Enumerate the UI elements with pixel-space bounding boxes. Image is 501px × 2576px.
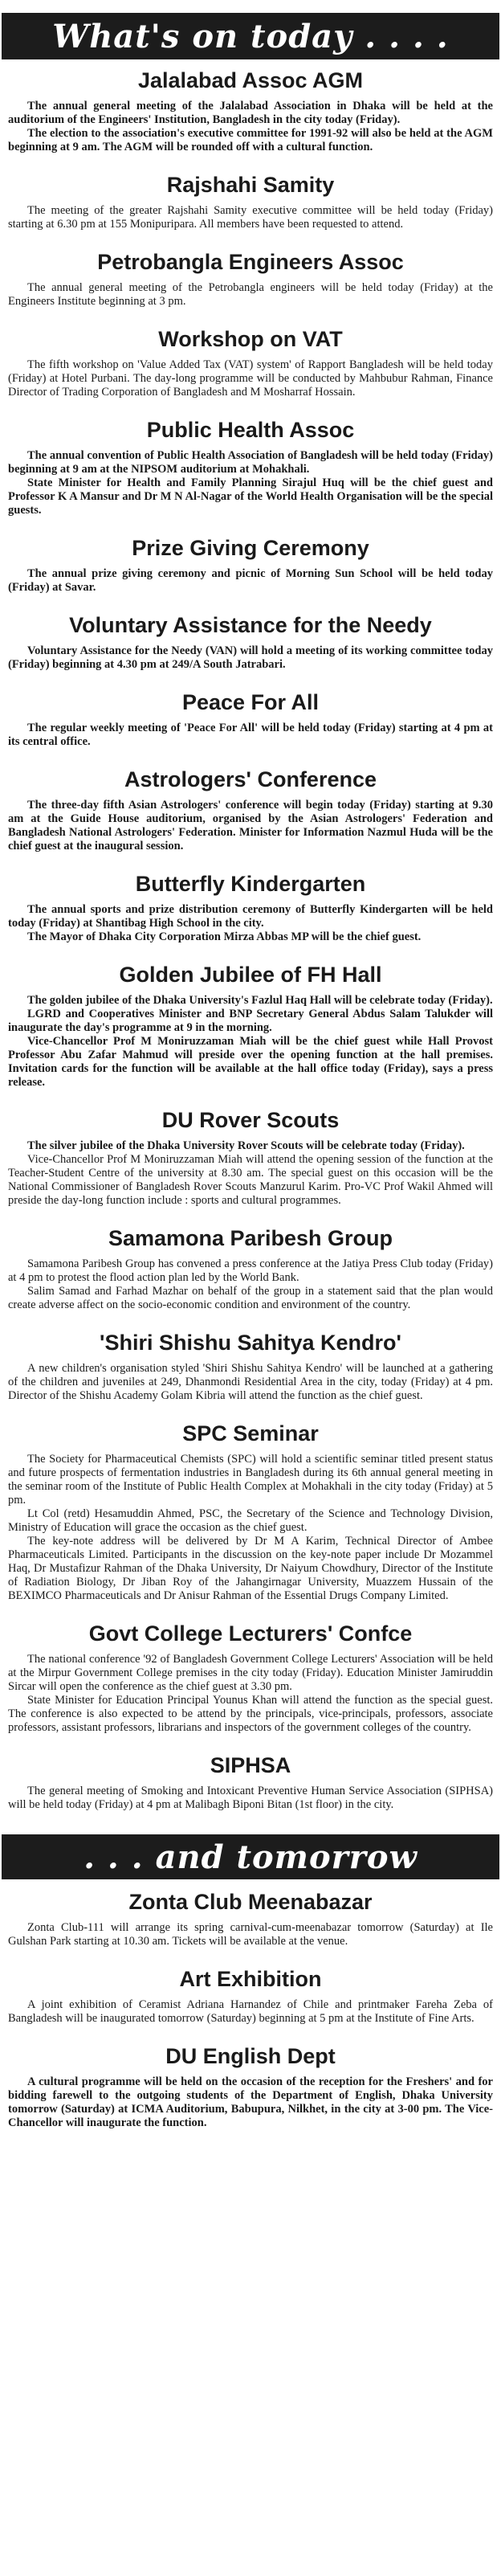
listing-paragraph: Vice-Chancellor Prof M Moniruzzaman Miah will be the chief guest while Hall Provost Professor Abu Zafar Mahmud will preside over the opening function at the hall premises. Invitation cards for the function will be available at the hall office today (Friday), says a press release. <box>8 1035 493 1089</box>
listing-astrologers-conference <box>8 767 493 871</box>
listing-title: Art Exhibition <box>179 1967 322 1991</box>
listing-paragraph: The golden jubilee of the Dhaka University's Fazlul Haq Hall will be celebrate today (Friday). <box>27 994 493 1007</box>
listing-paragraph: The Mayor of Dhaka City Corporation Mirza Abbas MP will be the chief guest. <box>27 930 422 943</box>
listing-paragraph: Samamona Paribesh Group has convened a press conference at the Jatiya Press Club today (Friday) at 4 pm to protest the flood action plan led by the World Bank. <box>8 1257 493 1284</box>
listing-samamona-paribesh-group <box>8 1225 493 1330</box>
listing-title: SPC Seminar <box>182 1421 319 1445</box>
listing-paragraph: The annual general meeting of the Petrobangla engineers will be held today (Friday) at the Engineers Institute beginning at 3 pm. <box>8 281 493 308</box>
and-tomorrow-heading: . . . and tomorrow <box>84 1838 418 1876</box>
listing-title: Voluntary Assistance for the Needy <box>69 613 432 637</box>
listing-title: Butterfly Kindergarten <box>135 872 366 896</box>
listing-prize-giving-ceremony <box>8 535 493 612</box>
and-tomorrow-banner <box>3 1836 498 1878</box>
listing-petrobangla-engineers <box>8 249 493 326</box>
listing-paragraph: The annual general meeting of the Jalalabad Association in Dhaka will be held at the auditorium of the Engineers' Institution, Bangladesh in the city today (Friday). <box>8 100 493 126</box>
listing-paragraph: The Society for Pharmaceutical Chemists (SPC) will hold a scientific seminar titled present status and future prospects of fermentation industries in Bangladesh during its 6th annual general meeting in the seminar room of the Institute of Public Health Complex at Mohakhali in the city today (Friday) at 5 pm. <box>8 1453 493 1507</box>
listing-paragraph: The silver jubilee of the Dhaka University Rover Scouts will be celebrate today (Friday). <box>27 1139 465 1152</box>
listing-voluntary-assistance <box>8 612 493 689</box>
listing-title: Astrologers' Conference <box>124 767 377 791</box>
listing-title: SIPHSA <box>210 1753 291 1777</box>
listing-title: Zonta Club Meenabazar <box>128 1890 373 1914</box>
listing-peace-for-all <box>8 689 493 767</box>
listing-paragraph: The annual sports and prize distribution ceremony of Butterfly Kindergarten will be held today (Friday) at Shantibag High School in the city. <box>8 903 493 930</box>
listing-workshop-on-vat <box>8 326 493 417</box>
listing-paragraph: A cultural programme will be held on the occasion of the reception for the Freshers' and for bidding farewell to the outgoing students of the Department of English, Dhaka University tomorrow (Saturday) at ICMA Auditorium, Babupura, Nilkhet, in the city at 3-00 pm. The Vice-Chancellor will inaugurate the function. <box>8 2075 493 2129</box>
listing-rajshahi-samity <box>8 172 493 249</box>
listing-du-english-dept <box>8 2043 493 2148</box>
listing-paragraph: The general meeting of Smoking and Intoxicant Preventive Human Service Association (SIPHSA) will be held today (Friday) at 4 pm at Malibagh Biponi Bitan (1st floor) in the city. <box>8 1785 493 1811</box>
listing-title: Golden Jubilee of FH Hall <box>119 963 382 987</box>
listing-title: DU English Dept <box>165 2044 336 2068</box>
listing-paragraph: State Minister for Health and Family Planning Sirajul Huq will be the chief guest and Professor K A Mansur and Dr M N Al-Nagar of the World Health Organisation will be the special guests. <box>8 476 493 517</box>
listing-paragraph: Voluntary Assistance for the Needy (VAN) will hold a meeting of its working committee today (Friday) beginning at 4.30 pm at 249/A South Jatrabari. <box>8 644 493 671</box>
listing-zonta-club-meenabazar <box>8 1889 493 1966</box>
listing-paragraph: The national conference '92 of Bangladesh Government College Lecturers' Association will be held at the Mirpur Government College premises in the city today (Friday). Education Minister Jamiruddin Sircar will open the conference as the chief guest at 3.30 pm. <box>8 1653 493 1693</box>
listing-title: Petrobangla Engineers Assoc <box>97 250 404 274</box>
listing-shiri-shishu-sahitya-kendro <box>8 1330 493 1421</box>
listing-butterfly-kindergarten <box>8 871 493 962</box>
listing-public-health-assoc <box>8 417 493 535</box>
listing-jalalabad-assoc-agm <box>8 67 493 172</box>
listing-title: Jalalabad Assoc AGM <box>137 68 364 92</box>
listing-govt-college-lecturers-confce <box>8 1621 493 1752</box>
listing-paragraph: State Minister for Education Principal Younus Khan will attend the function as the special guest. The conference is also expected to be attend by the principals, vice-principals, professors, associate professors, assistant professors, librarians and inspectors of the government colleges of the country. <box>8 1694 493 1734</box>
listing-paragraph: Lt Col (retd) Hesamuddin Ahmed, PSC, the Secretary of the Science and Technology Division, Ministry of Education will grace the occasion as the chief guest. <box>8 1507 493 1534</box>
whats-on-today-heading: What's on today . . . . <box>52 17 449 55</box>
listing-title: Samamona Paribesh Group <box>108 1226 393 1250</box>
listing-du-rover-scouts <box>8 1107 493 1225</box>
listing-paragraph: The annual convention of Public Health Association of Bangladesh will be held today (Friday) beginning at 9 am at the NIPSOM auditorium at Mohakhali. <box>8 449 493 476</box>
listing-paragraph: The annual prize giving ceremony and picnic of Morning Sun School will be held today (Friday) at Savar. <box>8 567 493 594</box>
listing-paragraph: A joint exhibition of Ceramist Adriana Harnandez of Chile and printmaker Fareha Zeba of Bangladesh will be inaugurated tomorrow (Saturday) beginning at 5 pm at the Institute of Fine Arts. <box>8 1998 493 2025</box>
listing-title: Rajshahi Samity <box>166 173 335 197</box>
listing-paragraph: Vice-Chancellor Prof M Moniruzzaman Miah will attend the opening session of the function at the Teacher-Student Centre of the university at 8.30 am. The special guest on this occasion will be the National Commissioner of Bangladesh Rover Scouts Manzurul Karim. Pro-VC Prof Wakil Ahmed will preside the day-long function include : sports and cultural programmes. <box>8 1153 493 1207</box>
listing-paragraph: Salim Samad and Farhad Mazhar on behalf of the group in a statement said that the plan would create adverse affect on the socio-economic condition and environment of the country. <box>8 1285 493 1311</box>
listing-paragraph: The three-day fifth Asian Astrologers' conference will begin today (Friday) starting at 9.30 am at the Guide House auditorium, organised by the Asian Astrologers' Federation and Bangladesh National Astrologers' Federation. Minister for Information Nazmul Huda will be the chief guest at the inaugural session. <box>8 799 493 853</box>
listing-title: Prize Giving Ceremony <box>132 536 369 560</box>
listing-paragraph: The key-note address will be delivered by Dr M A Karim, Technical Director of Ambee Pharmaceuticals Limited. Participants in the discussion on the key-note paper include Dr Mozammel Haq, Dr Mustafizur Rahman of the Dhaka University, Dr Naiyum Chowdhury, Director of the Institute of Radiation Biology, Dr Jiban Roy of the Jahangirnagar University, Muazzem Hussain of the BEXIMCO Pharmaceuticals and Dr Anisur Rahman of the Essential Drugs Company Limited. <box>8 1535 493 1602</box>
listing-paragraph: The election to the association's executive committee for 1991-92 will also be held at the AGM beginning at 9 am. The AGM will be rounded off with a cultural function. <box>8 127 493 153</box>
whats-on-today-banner <box>3 14 498 58</box>
listing-golden-jubilee-fh-hall <box>8 962 493 1107</box>
listing-title: DU Rover Scouts <box>161 1108 340 1132</box>
listing-paragraph: Zonta Club-111 will arrange its spring carnival-cum-meenabazar tomorrow (Saturday) at Ile Gulshan Park starting at 10.30 am. Tickets will be available at the venue. <box>8 1921 493 1948</box>
listing-paragraph: LGRD and Cooperatives Minister and BNP Secretary General Abdus Salam Talukder will inaugurate the day's programme at 9 in the morning. <box>8 1008 493 1034</box>
listing-paragraph: A new children's organisation styled 'Shiri Shishu Sahitya Kendro' will be launched at a gathering of the children and juveniles at 249, Dhanmondi Residential Area in the city, today (Friday) at 4 pm. Director of the Shishu Academy Golam Kibria will attend the function as the chief guest. <box>8 1362 493 1402</box>
listing-spc-seminar <box>8 1421 493 1621</box>
listing-paragraph: The meeting of the greater Rajshahi Samity executive committee will be held today (Friday) starting at 6.30 pm at 155 Monipuripara. All members have been requested to attend. <box>8 204 493 231</box>
tomorrow-listings <box>0 1889 501 2148</box>
listing-paragraph: The fifth workshop on 'Value Added Tax (VAT) system' of Rapport Bangladesh will be held today (Friday) at Hotel Purbani. The day-long programme will be conducted by Mahbubur Rahman, Finance Director of Trading Corporation of Bangladesh and M Mosharraf Hossain. <box>8 358 493 399</box>
listing-title: Peace For All <box>181 690 320 714</box>
listing-title: 'Shiri Shishu Sahitya Kendro' <box>100 1331 401 1355</box>
listing-siphsa <box>8 1752 493 1830</box>
listing-title: Govt College Lecturers' Confce <box>88 1621 413 1646</box>
today-listings <box>0 67 501 1830</box>
listing-art-exhibition <box>8 1966 493 2043</box>
listing-title: Workshop on VAT <box>158 327 343 351</box>
listing-title: Public Health Assoc <box>146 418 355 442</box>
listing-paragraph: The regular weekly meeting of 'Peace For All' will be held today (Friday) starting at 4 pm at its central office. <box>8 722 493 748</box>
